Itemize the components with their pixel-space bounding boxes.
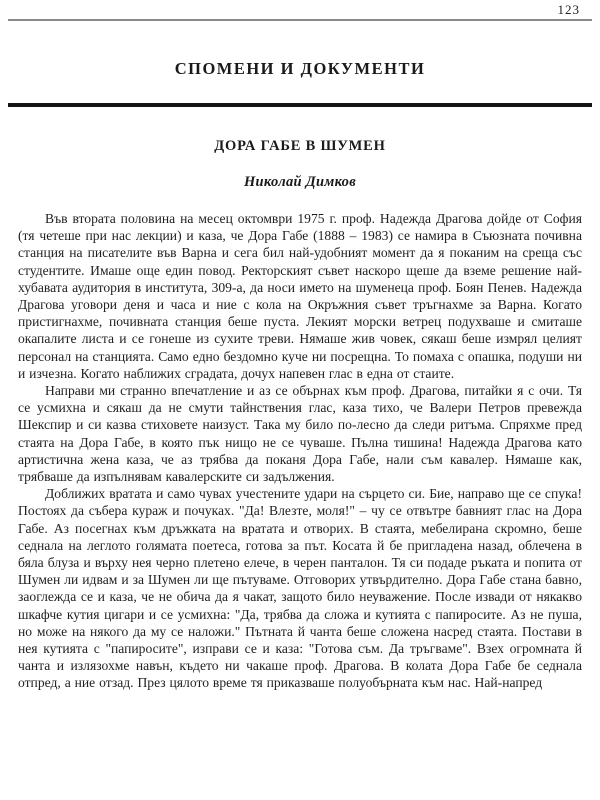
- page-number: 123: [557, 2, 580, 17]
- header-rule: [8, 19, 592, 21]
- article-body: [18, 210, 582, 692]
- paragraph-3: Доближих вратата и само чувах учестените удари на сърцето си. Бие, направо ще се спука! Постоях да събера кураж и почуках. "Да! Влезте, моля!" – чу се отвътре бавният глас на Дора Габе. Аз посегнах към дръжката на вратата и отворих. В стаята, мебелирана скромно, беше седнала на леглото голямата поетеса, готова за път. Косата й бе пригладена назад, облечена в бяла блуза и върху нея черно плетено елече, в черен панталон. Тя си подаде ръката и попита от Шумен ли идвам и за Шумен ли ще пътуваме. Отговорих утвърдително. Дора Габе стана бавно, заоглежда се и каза, че не обича да я чакат, защото било неуважение. После извади от някакво шкафче кутия цигари и се усмихна: "Да, трябва да сложа и кутията с папиросите. Аз не пуша, но може на някого да му се наложи." Пътната й чанта беше сложена насред стаята. Постави в нея кутията с "папиросите", изправи се и каза: "Готова съм. Да тръгваме". Взех огромната й чанта и излязохме навън, където ни чакаше проф. Драгова. В колата Дора Габе бе седнала отпред, а ние отзад. През цялото време тя приказваше полуобърната към нас. Най-напред: [18, 486, 582, 691]
- author-name: Николай Димков: [243, 174, 357, 190]
- section-title: СПОМЕНИ И ДОКУМЕНТИ: [174, 59, 426, 78]
- article-title: ДОРА ГАБЕ В ШУМЕН: [214, 138, 386, 154]
- section-divider-rule: [8, 103, 592, 107]
- paragraph-2: Направи ми странно впечатление и аз се обърнах към проф. Драгова, питайки я с очи. Тя се усмихна и сякаш да не смути тайнствения глас, каза тихо, че Валери Петров превежда Шекспир и си казва стиховете наизуст. Така му било по-лесно да следи ритъма. Спряхме пред стаята на Дора Габе, в която пък нищо не се чуваше. Пълна тишина! Надежда Драгова като артистична жена каза, че аз трябва да поканя Дора Габе, нали съм кавалер. Нямаше как, трябваше да изпълнявам кавалерските си задължения.: [18, 383, 582, 485]
- paragraph-1: Във втората половина на месец октомври 1975 г. проф. Надежда Драгова дойде от София (тя четеше при нас лекции) и каза, че Дора Габе (1888 – 1983) се намира в Съюзната почивна станция на писателите във Варна и сега бил най-удобният момент да я поканим на среща със студентите. Имаше още един повод. Ректорският съвет наскоро щеше да вземе решение най-хубавата аудитория в института, 309-а, да носи името на шуменеца проф. Боян Пенев. Надежда Драгова уговори деня и часа и ние с кола на Окръжния съвет тръгнахме за Варна. Когато пристигнахме, почивната станция беше пуста. Лекият морски ветрец подухваше и смиташе окапалите листа и се гонеше из сухите треви. Нямаше жив човек, сякаш беше измрял целият персонал на станцията. Само едно бездомно куче ни посрещна. То помаха с опашка, подуши ни и изчезна. Когато наближих сградата, дочух напевен глас в една от стаите.: [18, 211, 582, 381]
